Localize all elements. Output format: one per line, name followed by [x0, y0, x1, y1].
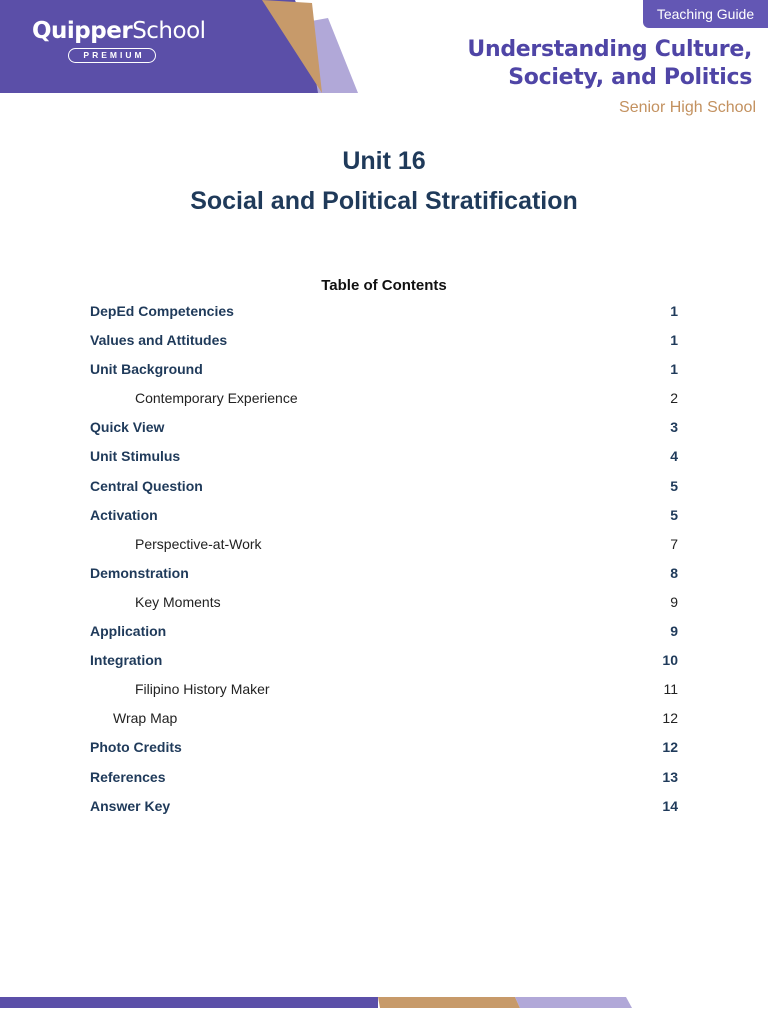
toc-entry-label: References — [90, 768, 166, 785]
toc-entry[interactable] — [90, 501, 678, 530]
toc-entry-page: 12 — [662, 739, 678, 756]
logo-wordmark — [32, 18, 206, 44]
toc-entry-page: 13 — [662, 768, 678, 785]
toc-entry[interactable] — [90, 297, 678, 326]
premium-badge: PREMIUM — [68, 48, 155, 63]
quipper-school-logo — [32, 18, 206, 63]
toc-entry-page: 12 — [662, 710, 678, 727]
unit-title: Social and Political Stratification — [190, 187, 578, 215]
toc-entry-label: Demonstration — [90, 564, 189, 581]
footer-lavender-band — [515, 997, 632, 1008]
toc-entry-page: 8 — [670, 564, 678, 581]
course-level: Senior High School — [619, 99, 756, 116]
toc-entry-label: Unit Background — [90, 361, 203, 378]
toc-entry[interactable] — [90, 763, 678, 792]
toc-entry[interactable] — [90, 617, 678, 646]
toc-entry-page: 10 — [662, 652, 678, 669]
toc-entry-page: 1 — [670, 361, 678, 378]
toc-entry-page: 2 — [670, 390, 678, 407]
toc-entry-label: Values and Attitudes — [90, 332, 228, 349]
logo-word-quipper: Quipper — [32, 18, 133, 44]
table-of-contents — [90, 297, 678, 821]
toc-entry-label: Key Moments — [135, 593, 221, 610]
toc-entry[interactable] — [90, 472, 678, 501]
toc-entry[interactable] — [90, 355, 678, 384]
toc-entry-page: 9 — [670, 593, 678, 610]
toc-entry[interactable] — [90, 733, 678, 762]
toc-entry-page: 1 — [670, 303, 678, 319]
toc-entry-page: 11 — [663, 681, 678, 698]
footer-purple-band — [0, 997, 378, 1008]
toc-entry[interactable] — [90, 704, 678, 733]
toc-heading: Table of Contents — [321, 277, 447, 294]
toc-entry-label: Perspective-at-Work — [135, 535, 262, 552]
toc-entry-label: Activation — [90, 506, 158, 523]
toc-entry[interactable] — [90, 442, 678, 471]
toc-entry-page: 3 — [670, 419, 678, 436]
toc-entry[interactable] — [90, 646, 678, 675]
toc-entry-page: 5 — [670, 477, 678, 494]
toc-entry-label: Answer Key — [90, 797, 171, 814]
toc-entry[interactable] — [90, 413, 678, 442]
toc-entry-label: Contemporary Experience — [135, 390, 298, 407]
toc-entry-label: Central Question — [90, 477, 203, 494]
unit-number: Unit 16 — [342, 147, 426, 175]
toc-entry-page: 1 — [670, 332, 678, 349]
toc-entry-label: Filipino History Maker — [135, 681, 270, 698]
toc-entry-label: DepEd Competencies — [90, 303, 234, 319]
toc-entry[interactable] — [90, 588, 678, 617]
toc-entry[interactable] — [90, 326, 678, 355]
toc-entry[interactable] — [90, 530, 678, 559]
toc-entry[interactable] — [90, 792, 678, 821]
logo-word-school: School — [132, 18, 206, 44]
footer-tan-band — [378, 997, 520, 1008]
toc-entry[interactable] — [90, 559, 678, 588]
toc-entry-label: Wrap Map — [113, 710, 178, 727]
toc-entry-page: 4 — [670, 448, 678, 465]
toc-entry[interactable] — [90, 384, 678, 413]
toc-entry-page: 14 — [662, 797, 678, 814]
toc-entry[interactable] — [90, 675, 678, 704]
toc-entry-label: Quick View — [90, 419, 165, 436]
footer-decoration — [0, 994, 768, 1024]
page-header — [0, 0, 768, 130]
toc-entry-label: Unit Stimulus — [90, 448, 181, 465]
course-title — [467, 36, 752, 92]
toc-entry-label: Photo Credits — [90, 739, 182, 756]
toc-entry-page: 7 — [670, 535, 678, 552]
course-title-line-1: Understanding Culture, — [467, 37, 752, 62]
toc-entry-label: Application — [90, 623, 167, 640]
teaching-guide-tag: Teaching Guide — [643, 0, 768, 28]
course-title-line-2: Society, and Politics — [508, 65, 752, 90]
toc-entry-page: 9 — [670, 623, 678, 640]
toc-entry-page: 5 — [670, 506, 678, 523]
toc-entry-label: Integration — [90, 652, 163, 669]
